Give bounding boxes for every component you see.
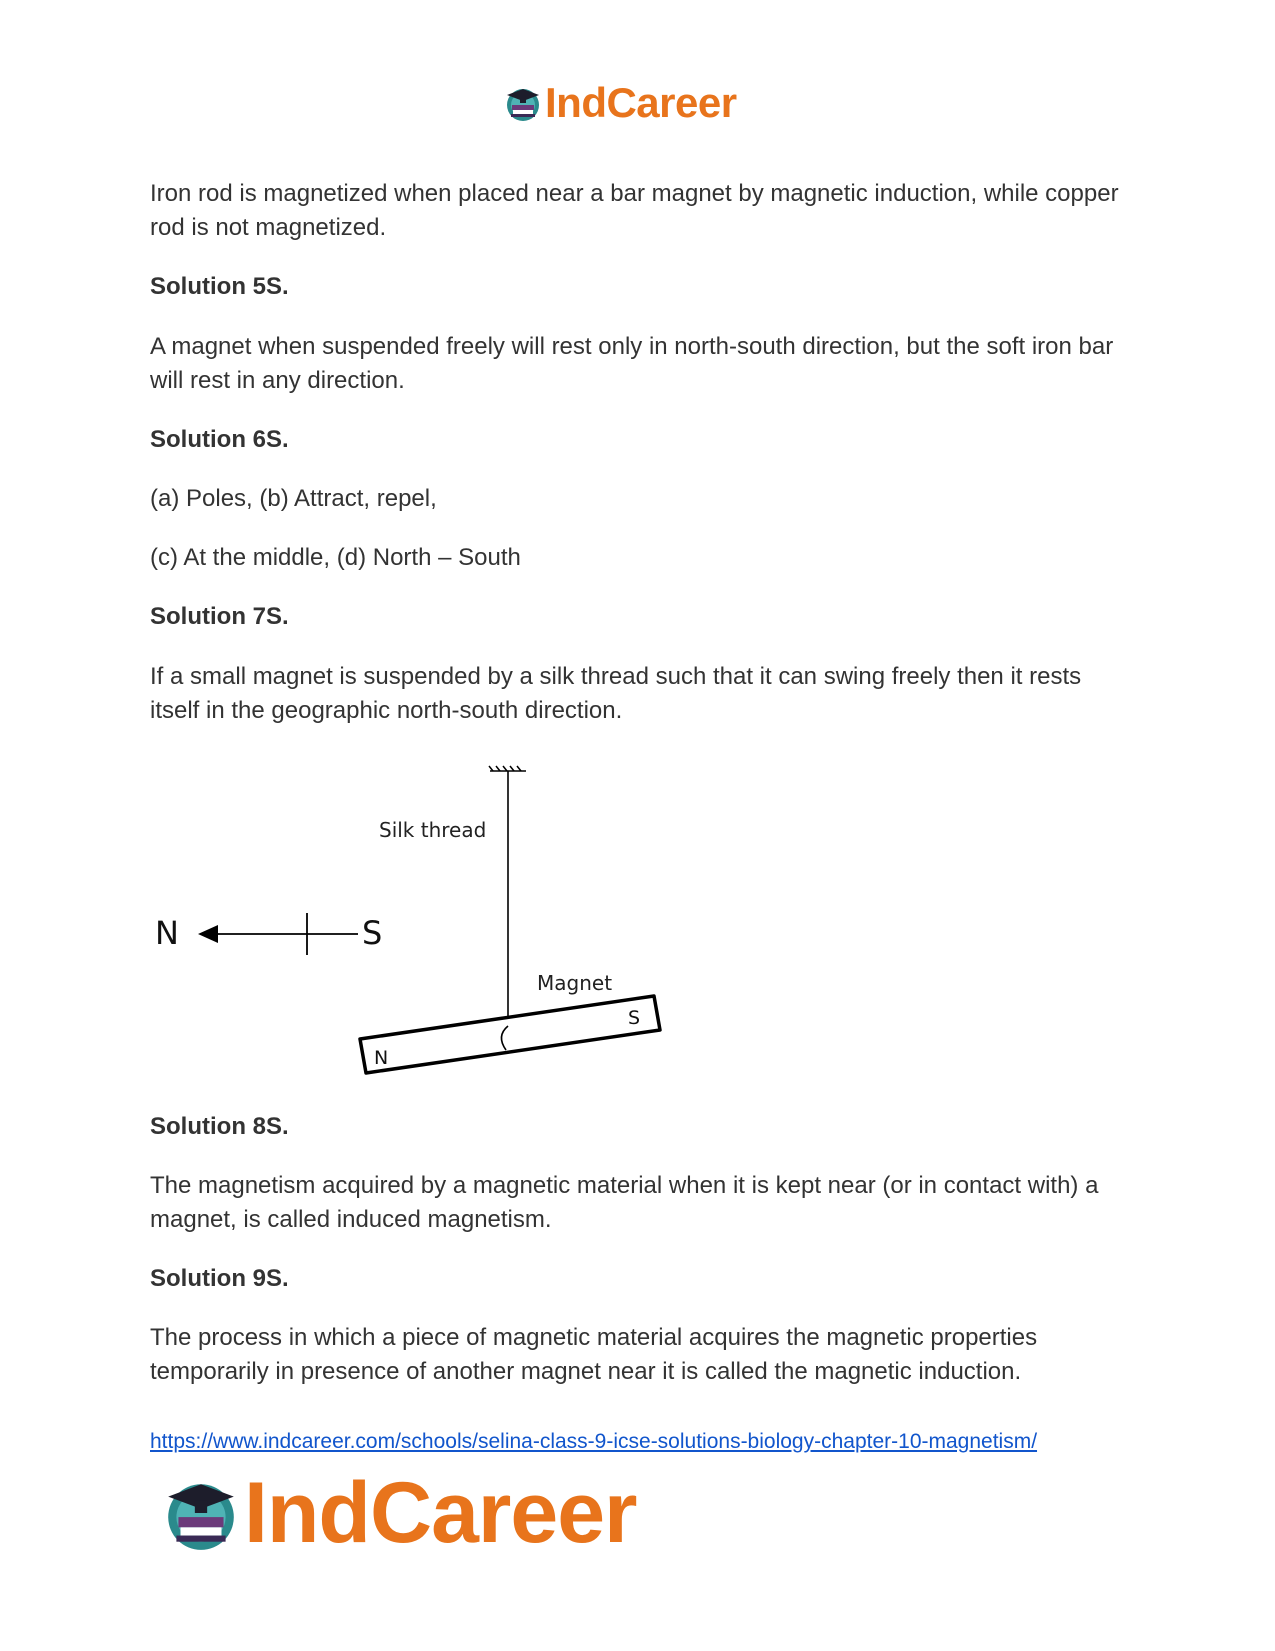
magnet-label: Magnet bbox=[537, 971, 613, 995]
compass-south-label: S bbox=[362, 914, 383, 952]
graduation-cap-globe-icon bbox=[160, 1472, 242, 1554]
compass-arrowhead bbox=[198, 925, 218, 943]
paragraph-solution-7s: If a small magnet is suspended by a silk thread such that it can swing freely then it rests itself in the geographic north-south direction. bbox=[150, 663, 1082, 724]
bar-magnet bbox=[360, 996, 660, 1073]
header-logo bbox=[503, 78, 737, 128]
paragraph-solution-6s-line2: (c) At the middle, (d) North – South bbox=[150, 544, 521, 571]
suspended-magnet-diagram bbox=[150, 760, 670, 1090]
footer-logo-text: IndCareer bbox=[244, 1464, 637, 1561]
silk-thread-label: Silk thread bbox=[379, 818, 487, 842]
paragraph-solution-6s-line1: (a) Poles, (b) Attract, repel, bbox=[150, 485, 437, 512]
graduation-cap-globe-icon bbox=[503, 83, 543, 123]
heading-solution-6s: Solution 6S. bbox=[150, 426, 289, 453]
magnet-south-pole-label: S bbox=[628, 1007, 641, 1029]
footer-logo bbox=[160, 1464, 637, 1561]
paragraph-solution-9s: The process in which a piece of magnetic material acquires the magnetic properties temporarily in presence of another magnet near it is called the magnetic induction. bbox=[150, 1324, 1038, 1385]
compass-north-label: N bbox=[155, 914, 179, 952]
heading-solution-7s: Solution 7S. bbox=[150, 603, 289, 630]
heading-solution-9s: Solution 9S. bbox=[150, 1265, 289, 1292]
paragraph-iron-rod: Iron rod is magnetized when placed near a bar magnet by magnetic induction, while copper rod is not magnetized. bbox=[150, 180, 1119, 241]
paragraph-solution-8s: The magnetism acquired by a magnetic material when it is kept near (or in contact with) a magnet, is called induced magnetism. bbox=[150, 1172, 1099, 1233]
magnet-north-pole-label: N bbox=[374, 1047, 389, 1069]
ceiling-support bbox=[489, 766, 526, 771]
paragraph-solution-5s: A magnet when suspended freely will rest only in north-south direction, but the soft iron bar will rest in any direction. bbox=[150, 333, 1114, 394]
source-link[interactable]: https://www.indcareer.com/schools/selina-class-9-icse-solutions-biology-chapter-10-magnetism/ bbox=[150, 1430, 1038, 1453]
heading-solution-5s: Solution 5S. bbox=[150, 273, 289, 300]
heading-solution-8s: Solution 8S. bbox=[150, 1113, 289, 1140]
header-logo-text: IndCareer bbox=[545, 79, 737, 126]
